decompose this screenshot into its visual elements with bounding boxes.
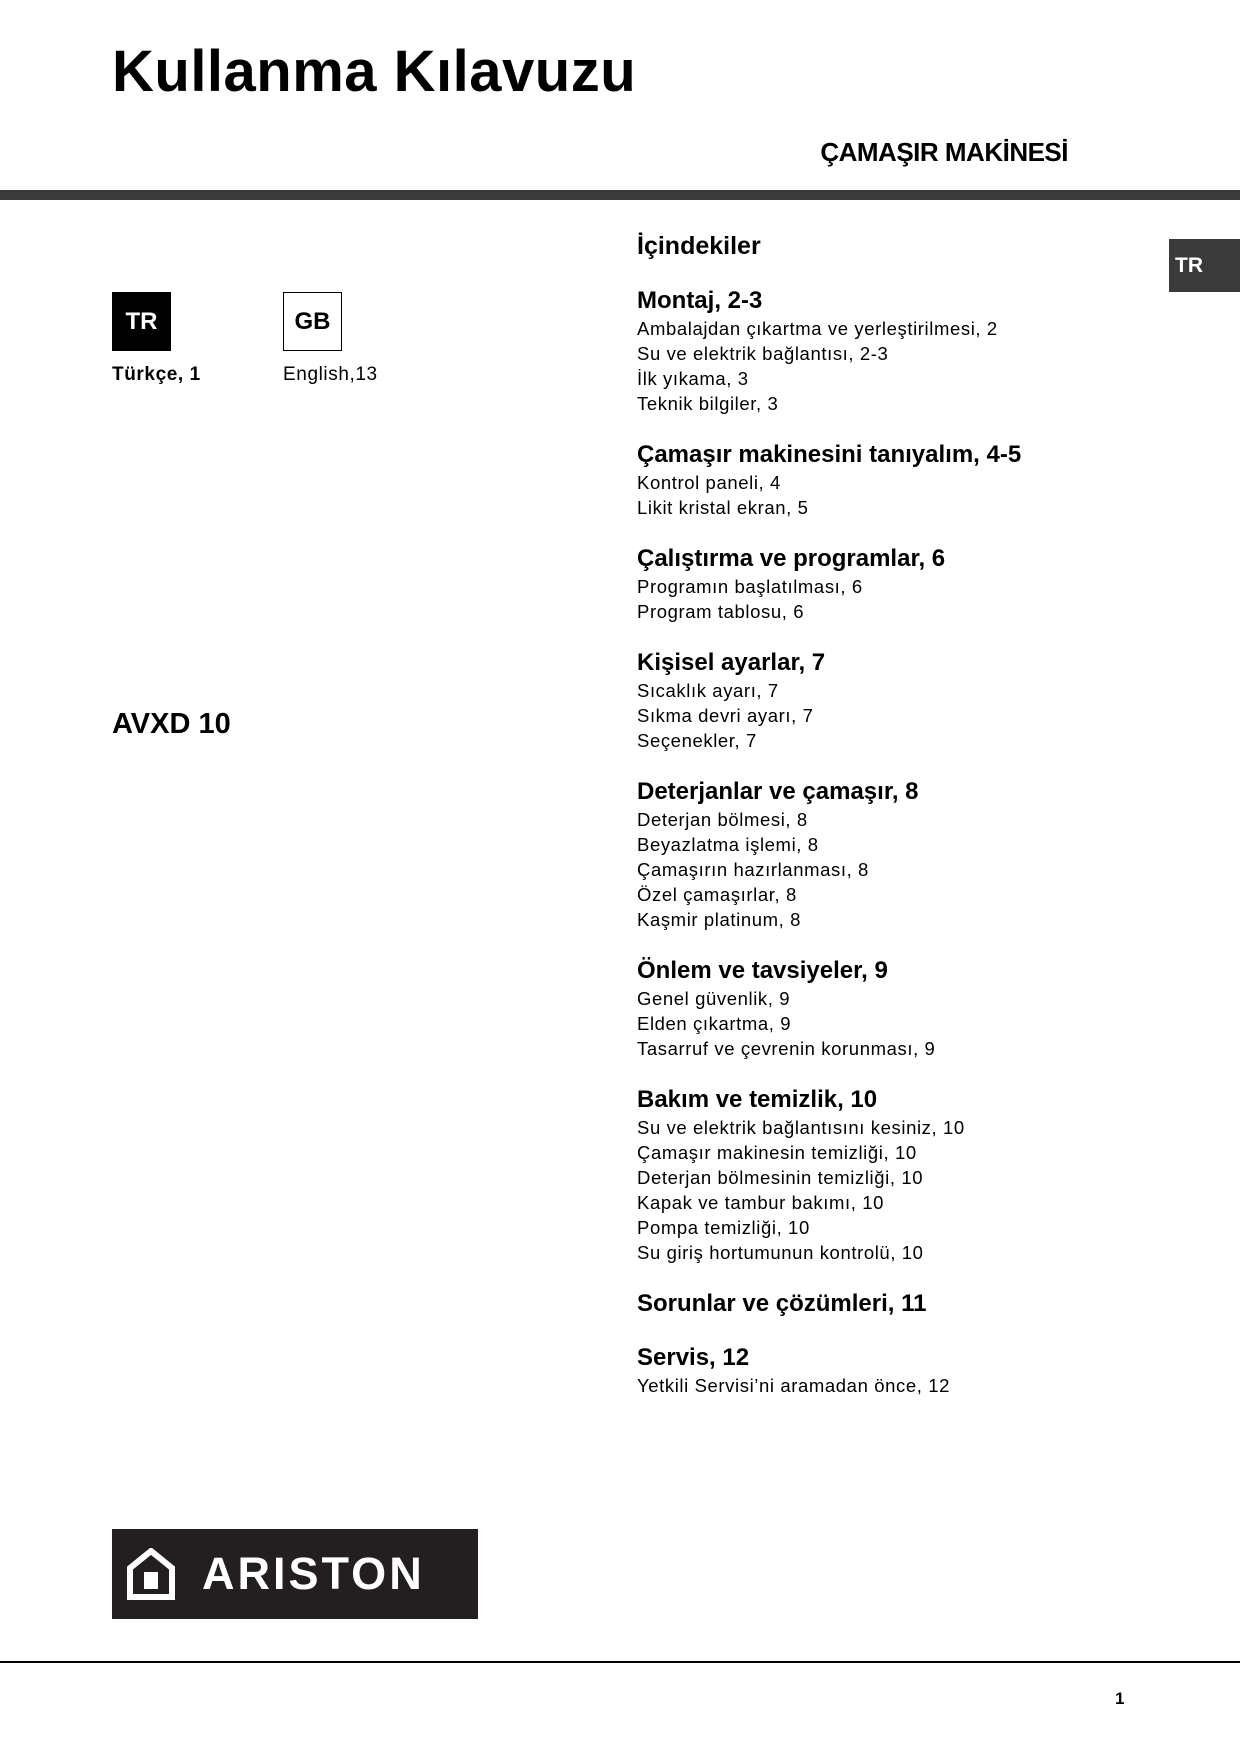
toc-section-heading[interactable]: Deterjanlar ve çamaşır, 8 xyxy=(637,778,919,805)
toc-item[interactable]: Su ve elektrik bağlantısını kesiniz, 10 xyxy=(637,1117,965,1138)
toc-section-heading[interactable]: Bakım ve temizlik, 10 xyxy=(637,1086,878,1113)
language-side-tab: TR xyxy=(1169,239,1240,292)
toc-section-heading[interactable]: Montaj, 2-3 xyxy=(637,287,763,314)
toc-item[interactable]: Kontrol paneli, 4 xyxy=(637,472,781,493)
toc-section-heading[interactable]: Sorunlar ve çözümleri, 11 xyxy=(637,1290,927,1317)
toc-section-heading[interactable]: Çalıştırma ve programlar, 6 xyxy=(637,545,946,572)
toc-item[interactable]: Program tablosu, 6 xyxy=(637,601,805,622)
toc-section xyxy=(637,956,1157,1061)
toc-item[interactable]: Pompa temizliği, 10 xyxy=(637,1217,810,1238)
toc-item[interactable]: Programın başlatılması, 6 xyxy=(637,576,863,597)
toc-section xyxy=(637,648,1157,753)
toc-item[interactable]: Su ve elektrik bağlantısı, 2-3 xyxy=(637,343,889,364)
toc-sections xyxy=(637,286,1157,1398)
toc-item[interactable]: Çamaşırın hazırlanması, 8 xyxy=(637,859,869,880)
header-divider xyxy=(0,190,1240,200)
toc-item[interactable]: Elden çıkartma, 9 xyxy=(637,1013,792,1034)
toc-item[interactable]: Likit kristal ekran, 5 xyxy=(637,497,809,518)
toc-section-heading[interactable]: Kişisel ayarlar, 7 xyxy=(637,649,826,676)
toc-item[interactable]: Sıkma devri ayarı, 7 xyxy=(637,705,814,726)
toc-item[interactable]: Deterjan bölmesinin temizliği, 10 xyxy=(637,1167,924,1188)
toc-section-heading[interactable]: Önlem ve tavsiyeler, 9 xyxy=(637,957,888,984)
toc-section xyxy=(637,440,1157,520)
toc-section-heading[interactable]: Çamaşır makinesini tanıyalım, 4-5 xyxy=(637,441,1022,468)
toc-section xyxy=(637,777,1157,932)
toc-item[interactable]: Tasarruf ve çevrenin korunması, 9 xyxy=(637,1038,936,1059)
language-code-box: GB xyxy=(283,292,342,351)
toc-item[interactable]: Yetkili Servisi’ni aramadan önce, 12 xyxy=(637,1375,950,1396)
toc-section xyxy=(637,1343,1157,1398)
language-gb[interactable] xyxy=(283,292,378,386)
table-of-contents xyxy=(637,230,1157,1422)
language-tr[interactable] xyxy=(112,292,201,386)
toc-item[interactable]: Beyazlatma işlemi, 8 xyxy=(637,834,819,855)
language-label: English,13 xyxy=(283,364,378,385)
toc-item[interactable]: Kaşmir platinum, 8 xyxy=(637,909,801,930)
model-name: AVXD 10 xyxy=(112,708,231,740)
page-number: 1 xyxy=(1115,1689,1125,1708)
ariston-house-icon xyxy=(126,1548,176,1600)
product-type: ÇAMAŞIR MAKİNESİ xyxy=(820,137,1068,167)
toc-item[interactable]: Sıcaklık ayarı, 7 xyxy=(637,680,779,701)
toc-item[interactable]: Çamaşır makinesin temizliği, 10 xyxy=(637,1142,917,1163)
toc-item[interactable]: Kapak ve tambur bakımı, 10 xyxy=(637,1192,884,1213)
toc-item[interactable]: Deterjan bölmesi, 8 xyxy=(637,809,808,830)
ariston-logo xyxy=(112,1529,478,1619)
toc-item[interactable]: Genel güvenlik, 9 xyxy=(637,988,791,1009)
toc-item[interactable]: Teknik bilgiler, 3 xyxy=(637,393,779,414)
toc-title: İçindekiler xyxy=(637,232,761,260)
toc-section xyxy=(637,1085,1157,1265)
toc-item[interactable]: Özel çamaşırlar, 8 xyxy=(637,884,797,905)
toc-section xyxy=(637,544,1157,624)
language-code-box: TR xyxy=(112,292,171,351)
toc-section-heading[interactable]: Servis, 12 xyxy=(637,1344,750,1371)
language-label: Türkçe, 1 xyxy=(112,364,201,385)
toc-section xyxy=(637,1289,1157,1319)
toc-item[interactable]: Su giriş hortumunun kontrolü, 10 xyxy=(637,1242,924,1263)
toc-section xyxy=(637,286,1157,416)
toc-item[interactable]: İlk yıkama, 3 xyxy=(637,368,749,389)
toc-item[interactable]: Ambalajdan çıkartma ve yerleştirilmesi, 2 xyxy=(637,318,998,339)
document-title: Kullanma Kılavuzu xyxy=(112,39,637,104)
brand-name: ARISTON xyxy=(202,1548,425,1599)
toc-item[interactable]: Seçenekler, 7 xyxy=(637,730,757,751)
footer-divider xyxy=(0,1661,1240,1663)
